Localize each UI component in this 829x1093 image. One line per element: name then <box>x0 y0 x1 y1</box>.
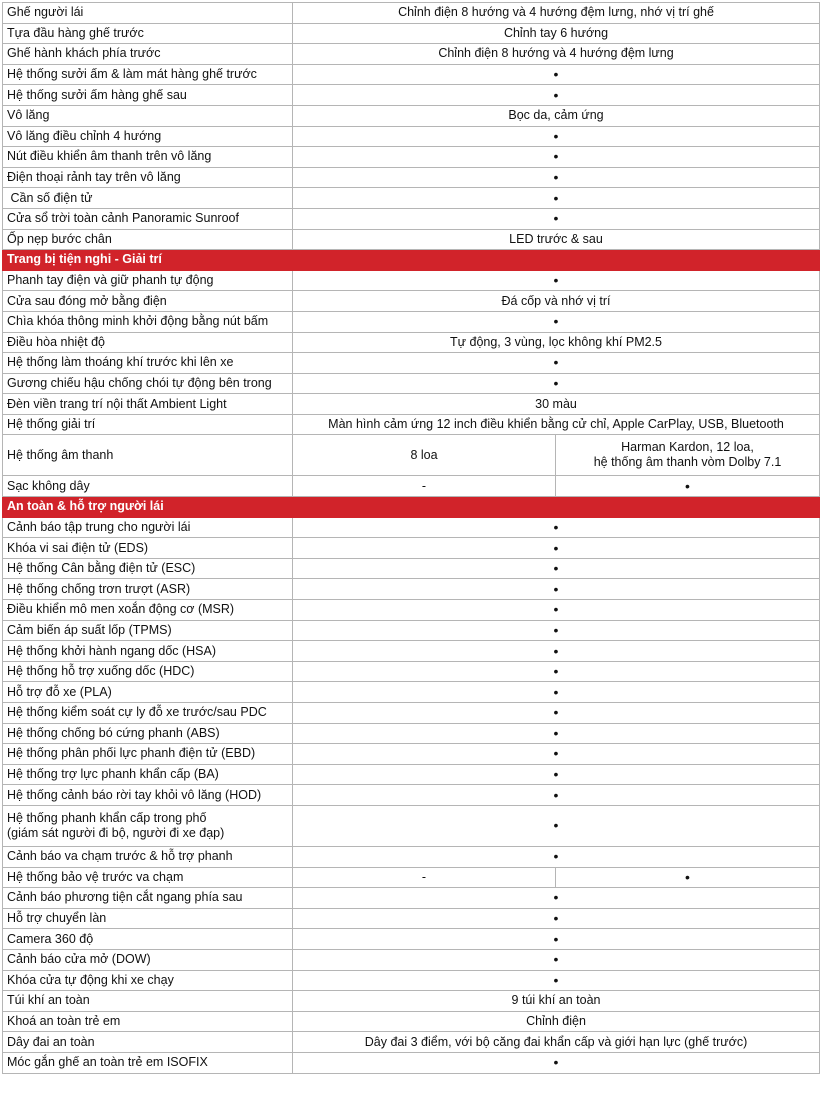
table-row <box>3 105 820 126</box>
row-value: Chỉnh điện <box>293 1011 820 1032</box>
table-row <box>3 558 820 579</box>
row-label: Điều hòa nhiệt độ <box>3 332 293 353</box>
table-row <box>3 600 820 621</box>
row-value: 9 túi khí an toàn <box>293 991 820 1012</box>
bullet-icon: • <box>293 744 820 765</box>
bullet-icon: • <box>293 846 820 867</box>
row-label: Cảm biến áp suất lốp (TPMS) <box>3 620 293 641</box>
spec-table <box>2 2 820 1074</box>
bullet-icon: • <box>293 764 820 785</box>
row-label: Hệ thống bảo vệ trước va chạm <box>3 867 293 888</box>
row-label: Hệ thống Cân bằng điện tử (ESC) <box>3 558 293 579</box>
row-label: Hệ thống sưởi ấm hàng ghế sau <box>3 85 293 106</box>
bullet-icon: • <box>293 188 820 209</box>
row-label: Khóa cửa tự động khi xe chạy <box>3 970 293 991</box>
bullet-icon: • <box>293 949 820 970</box>
table-row <box>3 332 820 353</box>
bullet-icon: • <box>293 208 820 229</box>
table-row <box>3 188 820 209</box>
bullet-icon: • <box>293 723 820 744</box>
row-label: Cảnh báo tập trung cho người lái <box>3 517 293 538</box>
table-row <box>3 435 820 476</box>
bullet-icon: • <box>293 682 820 703</box>
row-label: Ốp nẹp bước chân <box>3 229 293 250</box>
row-label: Dây đai an toàn <box>3 1032 293 1053</box>
bullet-icon: • <box>293 785 820 806</box>
bullet-icon: • <box>293 270 820 291</box>
row-value-variant-a: - <box>293 476 556 497</box>
table-row <box>3 805 820 846</box>
table-row <box>3 270 820 291</box>
row-label: Hệ thống kiểm soát cự ly đỗ xe trước/sau PDC <box>3 703 293 724</box>
table-row <box>3 147 820 168</box>
section-title: An toàn & hỗ trợ người lái <box>3 497 820 518</box>
row-label: Cảnh báo phương tiện cắt ngang phía sau <box>3 888 293 909</box>
row-value: LED trước & sau <box>293 229 820 250</box>
table-row <box>3 785 820 806</box>
row-label: Túi khí an toàn <box>3 991 293 1012</box>
bullet-icon: • <box>293 661 820 682</box>
bullet-icon: • <box>293 126 820 147</box>
row-value-variant-b <box>556 435 820 476</box>
row-value: Bọc da, cảm ứng <box>293 105 820 126</box>
row-label: Hệ thống hỗ trợ xuống dốc (HDC) <box>3 661 293 682</box>
row-label: Hệ thống chống bó cứng phanh (ABS) <box>3 723 293 744</box>
row-value: Đá cốp và nhớ vị trí <box>293 291 820 312</box>
bullet-icon: • <box>293 167 820 188</box>
row-label: Chìa khóa thông minh khởi động bằng nút bấm <box>3 311 293 332</box>
table-row <box>3 44 820 65</box>
row-label: Hệ thống âm thanh <box>3 435 293 476</box>
table-row <box>3 353 820 374</box>
table-row <box>3 682 820 703</box>
row-value-variant-a: - <box>293 867 556 888</box>
table-row <box>3 1032 820 1053</box>
table-row <box>3 1052 820 1073</box>
row-value: Chỉnh tay 6 hướng <box>293 23 820 44</box>
row-label: Ghế hành khách phía trước <box>3 44 293 65</box>
row-label-line: (giám sát người đi bộ, người đi xe đạp) <box>7 825 225 840</box>
bullet-icon: • <box>556 867 820 888</box>
row-label: Hệ thống giải trí <box>3 414 293 435</box>
bullet-icon: • <box>293 970 820 991</box>
bullet-icon: • <box>293 929 820 950</box>
table-row <box>3 970 820 991</box>
row-label: Cảnh báo va chạm trước & hỗ trợ phanh <box>3 846 293 867</box>
bullet-icon: • <box>293 703 820 724</box>
table-row <box>3 394 820 415</box>
table-row <box>3 538 820 559</box>
table-row <box>3 744 820 765</box>
row-label: Cảnh báo cửa mở (DOW) <box>3 949 293 970</box>
row-label-line: Hệ thống phanh khẩn cấp trong phố <box>7 810 207 825</box>
section-header-comfort <box>3 250 820 271</box>
table-row <box>3 703 820 724</box>
row-label: Phanh tay điện và giữ phanh tự động <box>3 270 293 291</box>
bullet-icon: • <box>293 538 820 559</box>
table-row <box>3 641 820 662</box>
row-label: Điều khiển mô men xoắn động cơ (MSR) <box>3 600 293 621</box>
row-label: Nút điều khiển âm thanh trên vô lăng <box>3 147 293 168</box>
table-row <box>3 846 820 867</box>
row-label: Hỗ trợ chuyển làn <box>3 908 293 929</box>
table-row <box>3 1011 820 1032</box>
row-label: Vô lăng <box>3 105 293 126</box>
row-label: Cửa sổ trời toàn cảnh Panoramic Sunroof <box>3 208 293 229</box>
bullet-icon: • <box>293 579 820 600</box>
row-label: Hệ thống chống trơn trượt (ASR) <box>3 579 293 600</box>
table-row <box>3 229 820 250</box>
row-label: Gương chiếu hậu chống chói tự động bên trong <box>3 373 293 394</box>
row-label: Ghế người lái <box>3 3 293 24</box>
bullet-icon: • <box>293 353 820 374</box>
row-label: Đèn viền trang trí nội thất Ambient Light <box>3 394 293 415</box>
row-label: Khóa vi sai điện tử (EDS) <box>3 538 293 559</box>
row-label: Hệ thống phân phối lực phanh điện tử (EBD) <box>3 744 293 765</box>
row-label: Hệ thống trợ lực phanh khẩn cấp (BA) <box>3 764 293 785</box>
row-value: Chỉnh điện 8 hướng và 4 hướng đệm lưng, nhớ vị trí ghế <box>293 3 820 24</box>
bullet-icon: • <box>293 64 820 85</box>
table-row <box>3 517 820 538</box>
section-title: Trang bị tiện nghi - Giải trí <box>3 250 820 271</box>
bullet-icon: • <box>293 620 820 641</box>
row-label: Móc gắn ghế an toàn trẻ em ISOFIX <box>3 1052 293 1073</box>
table-row <box>3 929 820 950</box>
row-label: Camera 360 độ <box>3 929 293 950</box>
bullet-icon: • <box>293 600 820 621</box>
table-row <box>3 167 820 188</box>
row-label: Hệ thống làm thoáng khí trước khi lên xe <box>3 353 293 374</box>
table-row <box>3 23 820 44</box>
bullet-icon: • <box>293 517 820 538</box>
row-value-line: hệ thống âm thanh vòm Dolby 7.1 <box>593 455 782 470</box>
table-row <box>3 579 820 600</box>
row-label: Cần số điện tử <box>3 188 293 209</box>
bullet-icon: • <box>293 908 820 929</box>
row-label: Vô lăng điều chỉnh 4 hướng <box>3 126 293 147</box>
table-row <box>3 3 820 24</box>
table-row <box>3 291 820 312</box>
row-value: 30 màu <box>293 394 820 415</box>
table-row <box>3 64 820 85</box>
row-value: Dây đai 3 điểm, với bộ căng đai khẩn cấp và giới hạn lực (ghế trước) <box>293 1032 820 1053</box>
row-label: Hệ thống khởi hành ngang dốc (HSA) <box>3 641 293 662</box>
row-value: Tự động, 3 vùng, lọc không khí PM2.5 <box>293 332 820 353</box>
row-label: Khoá an toàn trẻ em <box>3 1011 293 1032</box>
bullet-icon: • <box>556 476 820 497</box>
table-row <box>3 311 820 332</box>
table-row <box>3 414 820 435</box>
table-row <box>3 661 820 682</box>
table-row <box>3 867 820 888</box>
row-value: Chỉnh điện 8 hướng và 4 hướng đệm lưng <box>293 44 820 65</box>
row-label: Hỗ trợ đỗ xe (PLA) <box>3 682 293 703</box>
table-row <box>3 373 820 394</box>
bullet-icon: • <box>293 1052 820 1073</box>
row-label: Hệ thống cảnh báo rời tay khỏi vô lăng (HOD) <box>3 785 293 806</box>
table-row <box>3 723 820 744</box>
bullet-icon: • <box>293 888 820 909</box>
table-row <box>3 476 820 497</box>
row-label: Cửa sau đóng mở bằng điện <box>3 291 293 312</box>
row-label: Sạc không dây <box>3 476 293 497</box>
table-row <box>3 208 820 229</box>
table-row <box>3 908 820 929</box>
table-row <box>3 620 820 641</box>
table-row <box>3 126 820 147</box>
row-label: Tựa đầu hàng ghế trước <box>3 23 293 44</box>
row-value-variant-a: 8 loa <box>293 435 556 476</box>
table-row <box>3 888 820 909</box>
table-row <box>3 991 820 1012</box>
bullet-icon: • <box>293 373 820 394</box>
bullet-icon: • <box>293 805 820 846</box>
bullet-icon: • <box>293 147 820 168</box>
bullet-icon: • <box>293 311 820 332</box>
row-label: Điện thoại rảnh tay trên vô lăng <box>3 167 293 188</box>
section-header-safety <box>3 497 820 518</box>
table-row <box>3 949 820 970</box>
bullet-icon: • <box>293 558 820 579</box>
row-label: Hệ thống sưởi ấm & làm mát hàng ghế trước <box>3 64 293 85</box>
row-label <box>3 805 293 846</box>
table-row <box>3 764 820 785</box>
row-value-line: Harman Kardon, 12 loa, <box>621 440 754 455</box>
bullet-icon: • <box>293 641 820 662</box>
row-value: Màn hình cảm ứng 12 inch điều khiển bằng cử chỉ, Apple CarPlay, USB, Bluetooth <box>293 414 820 435</box>
bullet-icon: • <box>293 85 820 106</box>
table-row <box>3 85 820 106</box>
